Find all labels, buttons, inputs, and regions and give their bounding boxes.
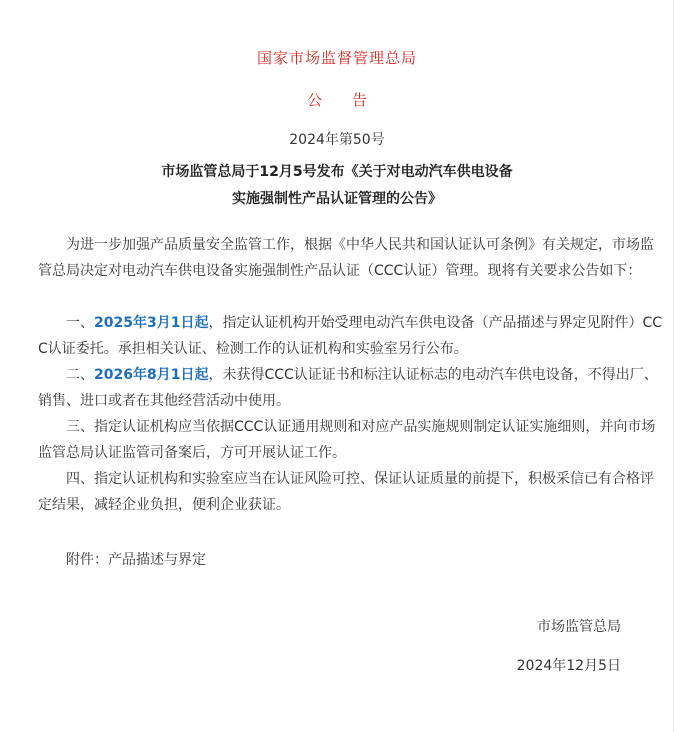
item-2-prefix: 二、 xyxy=(66,367,94,383)
item-1-date-highlight: 2025年3月1日起 xyxy=(94,315,209,331)
signature: 市场监管总局 xyxy=(537,619,621,635)
item-3-paragraph: 三、指定认证机构应当依据CCC认证通用规则和对应产品实施规则制定认证实施细则，并向市场监管总局认证监管司备案后，方可开展认证工作。 xyxy=(38,419,656,461)
intro-paragraph: 为进一步加强产品质量安全监管工作，根据《中华人民共和国认证认可条例》有关规定，市场监管总局决定对电动汽车供电设备实施强制性产品认证（CCC认证）管理。现将有关要求公告如下： xyxy=(38,237,654,279)
item-1-text: ，指定认证机构开始受理电动汽车供电设备（产品描述与界定见附件）CCC认证委托。承担相关认证、检测工作的认证机构和实验室另行公布。 xyxy=(38,315,663,357)
agency-name: 国家市场监督管理总局 xyxy=(256,49,417,67)
item-2-paragraph xyxy=(38,362,662,414)
announcement-title-line-2: 实施强制性产品认证管理的公告》 xyxy=(232,191,442,207)
item-4-paragraph: 四、指定认证机构和实验室应当在认证风险可控、保证认证质量的前提下，积极采信已有合格评定结果，减轻企业负担，便利企业获证。 xyxy=(38,471,654,513)
notice-char-1: 公 xyxy=(306,91,322,109)
notice-char-2: 告 xyxy=(352,91,368,109)
item-1-prefix: 一、 xyxy=(66,315,94,331)
document-number: 2024年第50号 xyxy=(289,132,385,148)
notice-heading xyxy=(0,89,674,110)
attachment-line: 附件：产品描述与界定 xyxy=(66,552,206,568)
announcement-title-line-1: 市场监管总局于12月5号发布《关于对电动汽车供电设备 xyxy=(161,164,513,180)
item-2-text: ，未获得CCC认证证书和标注认证标志的电动汽车供电设备，不得出厂、销售、进口或者在其他经营活动中使用。 xyxy=(38,367,658,409)
issue-date: 2024年12月5日 xyxy=(516,658,621,674)
item-2-date-highlight: 2026年8月1日起 xyxy=(94,367,209,383)
item-1-paragraph xyxy=(38,310,662,362)
